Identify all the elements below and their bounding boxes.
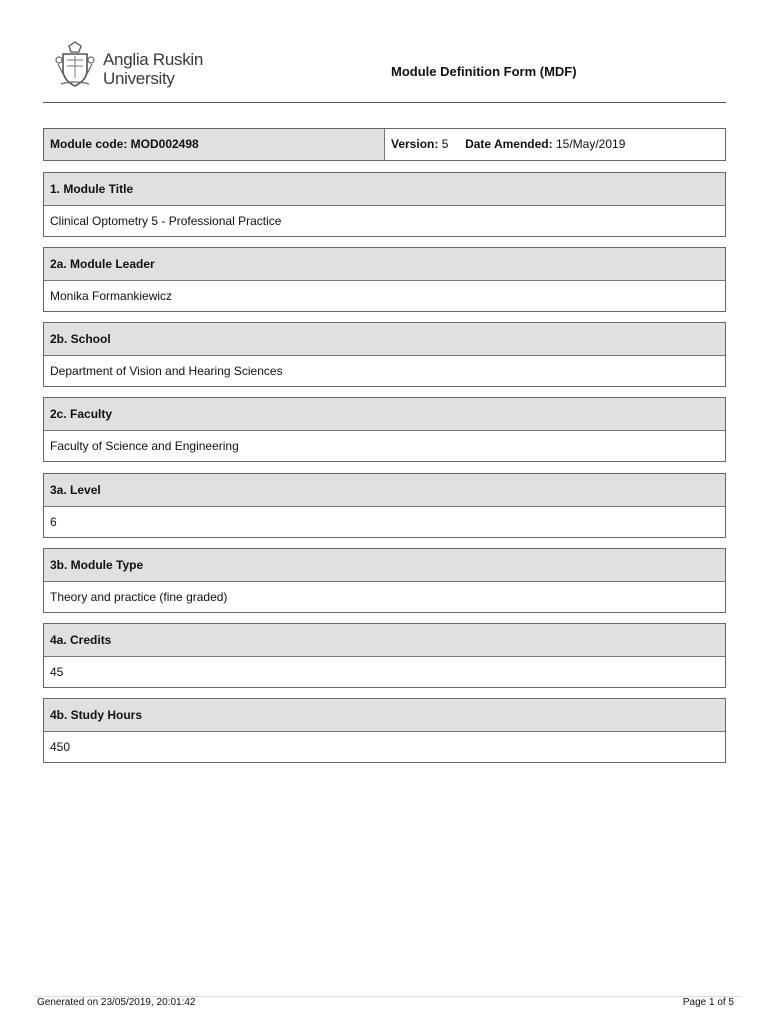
section-heading: 2c. Faculty (44, 398, 725, 431)
section-value: 45 (44, 657, 725, 687)
form-title: Module Definition Form (MDF) (391, 64, 577, 79)
section-value: 6 (44, 507, 725, 537)
page-header (43, 36, 726, 104)
module-code: Module code: MOD002498 (44, 129, 385, 160)
header-divider (43, 102, 726, 103)
section-heading: 1. Module Title (44, 173, 725, 206)
date-amended-label: Date Amended: (465, 137, 553, 151)
logo-text-line2: University (103, 69, 175, 88)
section-value: Theory and practice (fine graded) (44, 582, 725, 612)
crest-icon (55, 40, 95, 88)
section-faculty (43, 397, 726, 462)
version-date (391, 129, 625, 160)
section-level (43, 473, 726, 538)
version-label: Version: (391, 137, 439, 151)
section-heading: 4a. Credits (44, 624, 725, 657)
section-value: Faculty of Science and Engineering (44, 431, 725, 461)
section-heading: 4b. Study Hours (44, 699, 725, 732)
section-study-hours (43, 698, 726, 763)
university-logo (55, 40, 225, 92)
section-module-leader (43, 247, 726, 312)
section-school (43, 322, 726, 387)
section-module-title (43, 172, 726, 237)
section-value: Department of Vision and Hearing Sciences (44, 356, 725, 386)
section-heading: 3a. Level (44, 474, 725, 507)
section-credits (43, 623, 726, 688)
section-heading: 2a. Module Leader (44, 248, 725, 281)
version-value: 5 (441, 137, 449, 151)
page-number: Page 1 of 5 (682, 997, 734, 1008)
logo-text-line1: Anglia Ruskin (103, 50, 204, 69)
section-value: 450 (44, 732, 725, 762)
generated-timestamp: Generated on 23/05/2019, 20:01:42 (37, 997, 196, 1008)
section-module-type (43, 548, 726, 613)
section-value: Clinical Optometry 5 - Professional Practice (44, 206, 725, 236)
section-heading: 3b. Module Type (44, 549, 725, 582)
section-value: Monika Formankiewicz (44, 281, 725, 311)
section-heading: 2b. School (44, 323, 725, 356)
date-amended-value: 15/May/2019 (555, 137, 626, 151)
module-code-box (43, 128, 726, 161)
